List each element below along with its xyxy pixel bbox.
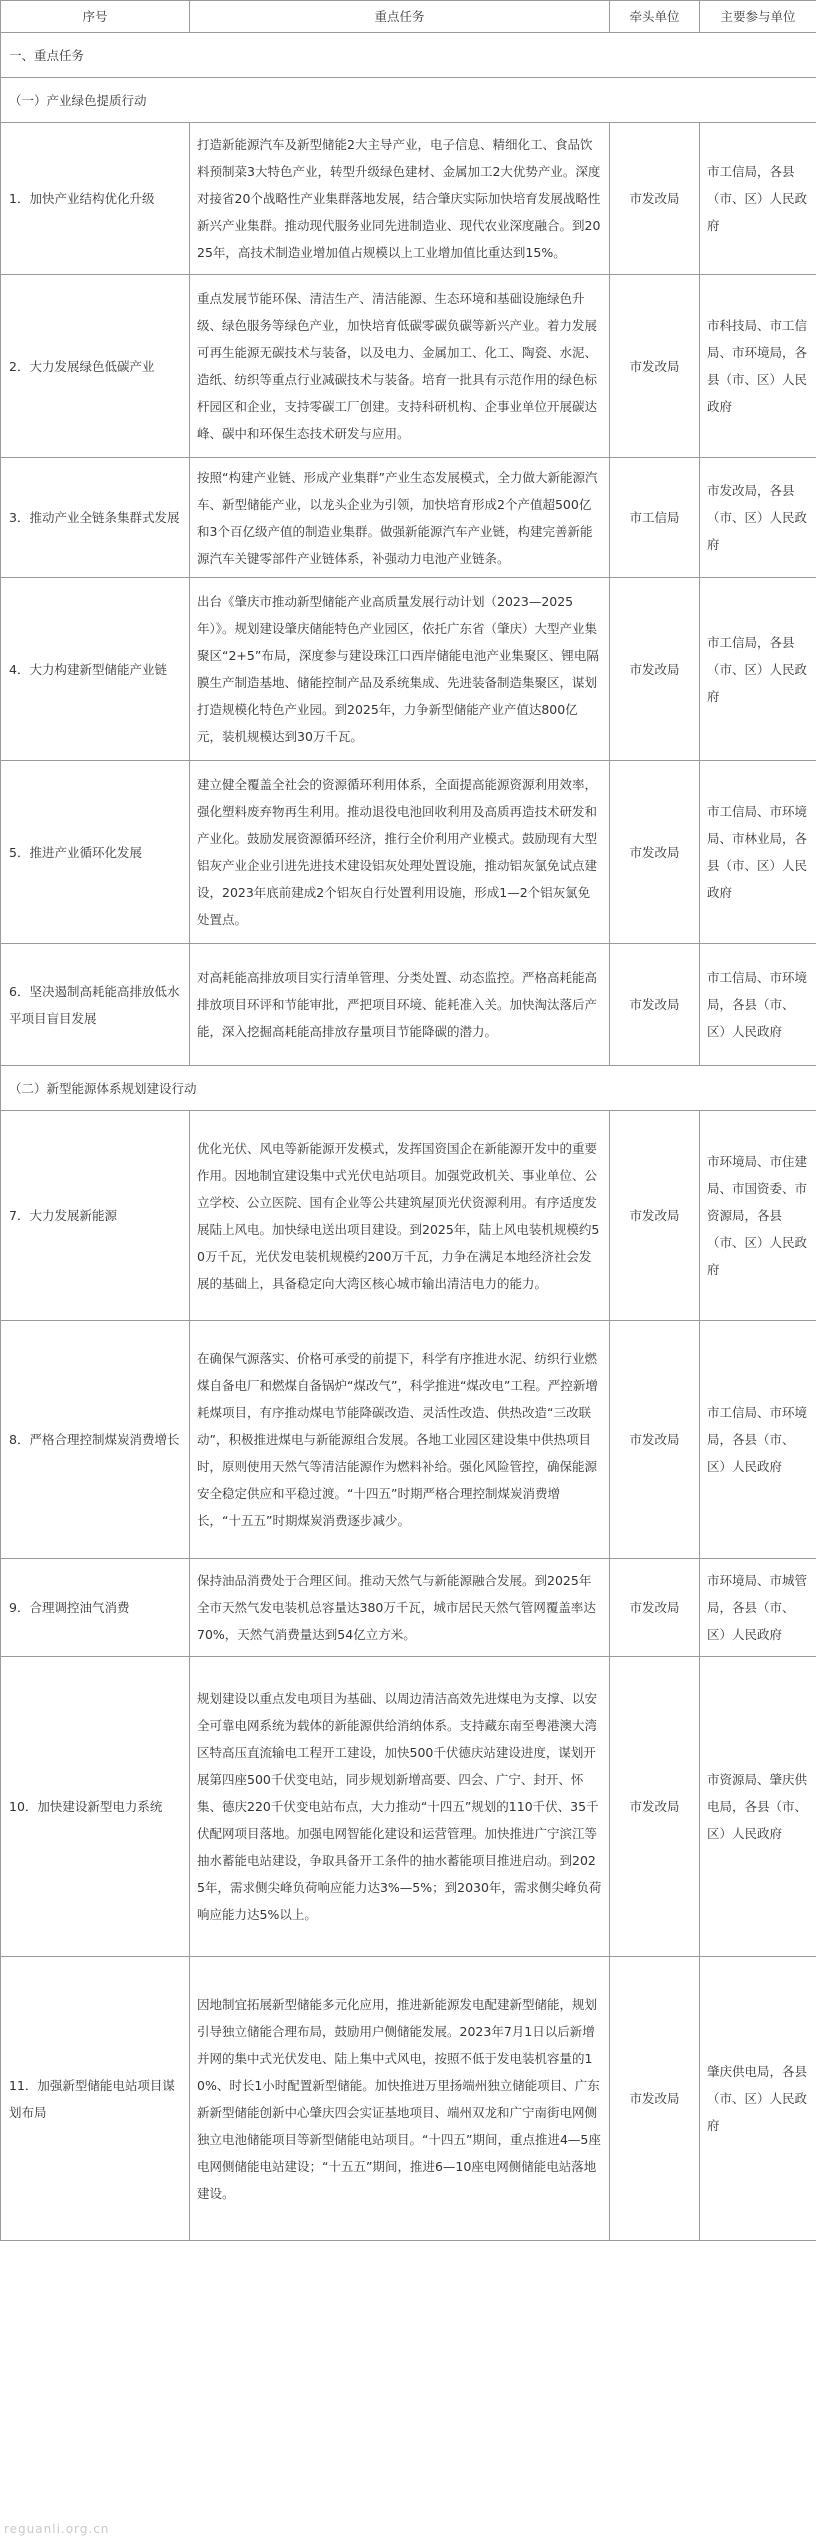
task-description: 保持油品消费处于合理区间。推动天然气与新能源融合发展。到2025年全市天然气发电装机总容量达380万千瓦，城市居民天然气管网覆盖率达70%，天然气消费量达到54亿立方米。	[190, 1559, 610, 1657]
lead-unit: 市发改局	[610, 1111, 700, 1321]
partner-units: 市科技局、市工信局、市环境局，各县（市、区）人民政府	[700, 275, 816, 458]
task-number: 9．合理调控油气消费	[1, 1559, 190, 1657]
task-number: 7．大力发展新能源	[1, 1111, 190, 1321]
section-heading: 一、重点任务	[1, 33, 816, 78]
lead-unit: 市发改局	[610, 944, 700, 1066]
lead-unit: 市发改局	[610, 1657, 700, 1957]
task-number: 1．加快产业结构优化升级	[1, 123, 190, 275]
lead-unit: 市发改局	[610, 123, 700, 275]
task-description: 因地制宜拓展新型储能多元化应用，推进新能源发电配建新型储能，规划引导独立储能合理布局，鼓励用户侧储能发展。2023年7月1日以后新增并网的集中式光伏发电、陆上集中式风电，按照不低于发电装机容量的10%、时长1小时配置新型储能。加快推进万里扬端州独立储能项目、广东新新型储能创新中心肇庆四会实证基地项目、端州双龙和广宁南街电网侧独立电池储能项目等新型储能电站项目。“十四五”期间，重点推进4—5座电网侧储能电站建设；“十五五”期间，推进6—10座电网侧储能电站落地建设。	[190, 1957, 610, 2241]
partner-units: 市工信局、市环境局、市林业局，各县（市、区）人民政府	[700, 761, 816, 944]
partner-units: 肇庆供电局，各县（市、区）人民政府	[700, 1957, 816, 2241]
lead-unit: 市发改局	[610, 761, 700, 944]
task-description: 建立健全覆盖全社会的资源循环利用体系，全面提高能源资源利用效率，强化塑料废弃物再生利用。推动退役电池回收利用及高质再造技术研发和产业化。鼓励发展资源循环经济，推行全价利用产业模式。鼓励现有大型铝灰产业企业引进先进技术建设铝灰处理处置设施，推动铝灰氯免试点建设，2023年底前建成2个铝灰自行处置利用设施，形成1—2个铝灰氯免处置点。	[190, 761, 610, 944]
partner-units: 市环境局、市城管局，各县（市、区）人民政府	[700, 1559, 816, 1657]
lead-unit: 市发改局	[610, 1957, 700, 2241]
table-row	[1, 761, 816, 944]
partner-units: 市工信局、市环境局，各县（市、区）人民政府	[700, 944, 816, 1066]
task-number: 6．坚决遏制高耗能高排放低水平项目盲目发展	[1, 944, 190, 1066]
table-row	[1, 275, 816, 458]
task-number: 8．严格合理控制煤炭消费增长	[1, 1321, 190, 1559]
task-description: 规划建设以重点发电项目为基础、以周边清洁高效先进煤电为支撑、以安全可靠电网系统为载体的新能源供给消纳体系。支持藏东南至粤港澳大湾区特高压直流输电工程开工建设，加快500千伏德庆站建设进度，谋划开展第四座500千伏变电站，同步规划新增高要、四会、广宁、封开、怀集、德庆220千伏变电站布点，大力推动“十四五”规划的110千伏、35千伏配网项目落地。加强电网智能化建设和运营管理。加快推进广宁滨江等抽水蓄能电站建设，争取具备开工条件的抽水蓄能项目推进启动。到2025年，需求侧尖峰负荷响应能力达3%—5%；到2030年，需求侧尖峰负荷响应能力达5%以上。	[190, 1657, 610, 1957]
partner-units: 市环境局、市住建局、市国资委、市资源局，各县（市、区）人民政府	[700, 1111, 816, 1321]
table-row	[1, 1111, 816, 1321]
partner-units: 市资源局、肇庆供电局，各县（市、区）人民政府	[700, 1657, 816, 1957]
table-row	[1, 1657, 816, 1957]
table-row	[1, 1559, 816, 1657]
group-heading-row	[1, 78, 816, 123]
task-number: 3．推动产业全链条集群式发展	[1, 458, 190, 578]
lead-unit: 市发改局	[610, 1321, 700, 1559]
task-number: 10．加快建设新型电力系统	[1, 1657, 190, 1957]
group-heading-row	[1, 1066, 816, 1111]
task-description: 按照“构建产业链、形成产业集群”产业生态发展模式，全力做大新能源汽车、新型储能产业，以龙头企业为引领，加快培育形成2个产值超500亿和3个百亿级产值的制造业集群。做强新能源汽车产业链，构建完善新能源汽车关键零部件产业链体系，补强动力电池产业链条。	[190, 458, 610, 578]
table-header-row	[1, 1, 816, 33]
task-number: 4．大力构建新型储能产业链	[1, 578, 190, 761]
partner-units: 市工信局、市环境局，各县（市、区）人民政府	[700, 1321, 816, 1559]
task-description: 出台《肇庆市推动新型储能产业高质量发展行动计划（2023—2025年）》。规划建设肇庆储能特色产业园区，依托广东省（肇庆）大型产业集聚区“2+5”布局，深度参与建设珠江口西岸储能电池产业集聚区、锂电隔膜生产制造基地、储能控制产品及系统集成、先进装备制造集聚区，谋划打造规模化特色产业园。到2025年，力争新型储能产业产值达800亿元，装机规模达到30万千瓦。	[190, 578, 610, 761]
task-description: 打造新能源汽车及新型储能2大主导产业，电子信息、精细化工、食品饮料预制菜3大特色产业，转型升级绿色建材、金属加工2大优势产业。深度对接省20个战略性产业集群落地发展，结合肇庆实际加快培育发展战略性新兴产业集群。推动现代服务业同先进制造业、现代农业深度融合。到2025年，高技术制造业增加值占规模以上工业增加值比重达到15%。	[190, 123, 610, 275]
partner-units: 市工信局，各县（市、区）人民政府	[700, 123, 816, 275]
task-description: 对高耗能高排放项目实行清单管理、分类处置、动态监控。严格高耗能高排放项目环评和节能审批，严把项目环境、能耗准入关。加快淘汰落后产能，深入挖掘高耗能高排放存量项目节能降碳的潜力。	[190, 944, 610, 1066]
task-number: 11．加强新型储能电站项目谋划布局	[1, 1957, 190, 2241]
lead-unit: 市发改局	[610, 578, 700, 761]
header-partners: 主要参与单位	[700, 1, 816, 33]
task-description: 在确保气源落实、价格可承受的前提下，科学有序推进水泥、纺织行业燃煤自备电厂和燃煤自备锅炉“煤改气”，科学推进“煤改电”工程。严控新增耗煤项目，有序推动煤电节能降碳改造、灵活性改造、供热改造“三改联动”，积极推进煤电与新能源组合发展。各地工业园区建设集中供热项目时，原则使用天然气等清洁能源作为燃料补给。强化风险管控，确保能源安全稳定供应和平稳过渡。“十四五”时期严格合理控制煤炭消费增长，“十五五”时期煤炭消费逐步减少。	[190, 1321, 610, 1559]
group-heading: （二）新型能源体系规划建设行动	[1, 1066, 816, 1111]
header-lead: 牵头单位	[610, 1, 700, 33]
task-number: 2．大力发展绿色低碳产业	[1, 275, 190, 458]
header-task: 重点任务	[190, 1, 610, 33]
header-no: 序号	[1, 1, 190, 33]
watermark: reguanli.org.cn	[4, 2522, 110, 2536]
table-row	[1, 1957, 816, 2241]
section-heading-row	[1, 33, 816, 78]
task-description: 优化光伏、风电等新能源开发模式，发挥国资国企在新能源开发中的重要作用。因地制宜建设集中式光伏电站项目。加强党政机关、事业单位、公立学校、公立医院、国有企业等公共建筑屋顶光伏资源利用。有序适度发展陆上风电。加快绿电送出项目建设。到2025年，陆上风电装机规模约50万千瓦，光伏发电装机规模约200万千瓦，力争在满足本地经济社会发展的基础上，具备稳定向大湾区核心城市输出清洁电力的能力。	[190, 1111, 610, 1321]
table-row	[1, 123, 816, 275]
lead-unit: 市工信局	[610, 458, 700, 578]
table-row	[1, 578, 816, 761]
task-description: 重点发展节能环保、清洁生产、清洁能源、生态环境和基础设施绿色升级、绿色服务等绿色产业，加快培育低碳零碳负碳等新兴产业。着力发展可再生能源无碳技术与装备，以及电力、金属加工、化工、陶瓷、水泥、造纸、纺织等重点行业减碳技术与装备。培育一批具有示范作用的绿色标杆园区和企业，支持零碳工厂创建。支持科研机构、企事业单位开展碳达峰、碳中和环保生态技术研发与应用。	[190, 275, 610, 458]
table-row	[1, 1321, 816, 1559]
table-row	[1, 944, 816, 1066]
table-row	[1, 458, 816, 578]
lead-unit: 市发改局	[610, 275, 700, 458]
lead-unit: 市发改局	[610, 1559, 700, 1657]
partner-units: 市发改局，各县（市、区）人民政府	[700, 458, 816, 578]
partner-units: 市工信局，各县（市、区）人民政府	[700, 578, 816, 761]
group-heading: （一）产业绿色提质行动	[1, 78, 816, 123]
task-number: 5．推进产业循环化发展	[1, 761, 190, 944]
